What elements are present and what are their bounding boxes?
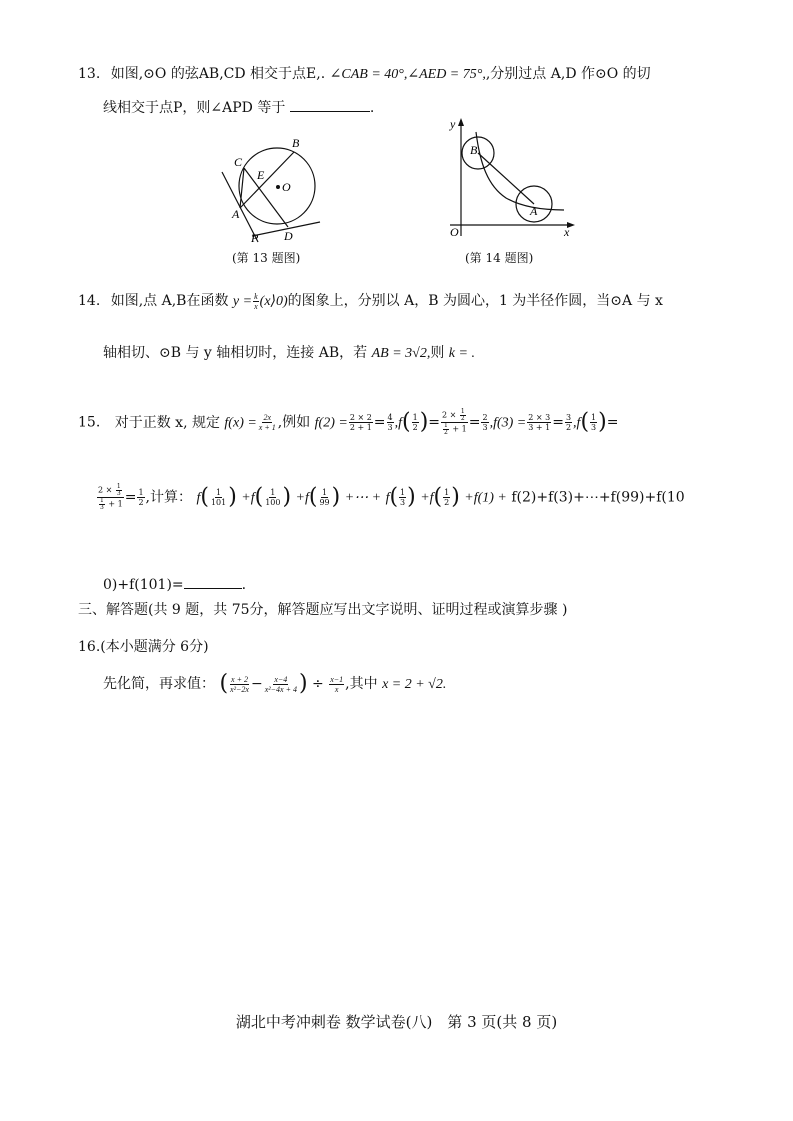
q15-answer-blank[interactable] xyxy=(184,574,242,589)
q16-header: 16.(本小题满分 6分) xyxy=(78,639,209,655)
q15-line3: 0)+f(101)= . xyxy=(103,574,246,595)
q13-answer-blank[interactable] xyxy=(290,97,370,112)
q14-ab-eq: AB = 3√2, xyxy=(371,346,431,361)
label-e: E xyxy=(257,168,265,182)
label-a: A xyxy=(232,207,240,221)
q14-k-over-x: $\frac{k}{x}$ xyxy=(254,291,258,311)
q15-line1: 15. 对于正数 x, 规定 f(x) = $\frac{2x}{x + 1}$ ,例如 f(2) = $\frac{2 \times 2}{2 + 1}$ = $\frac{4}{3}$ ,f( $\frac{1}{2}$ )= 2 × $\frac{1}{2}$ $\frac{1}{2}$ + 1 = $\frac{2}{3}$ ,f(3) = $\frac{2 \times 3}{3 + 1}$ = $\frac{3}{2}$ ,f( $\frac{1}{3}$ )= xyxy=(78,408,619,436)
page-footer: 湖北中考冲刺卷 数学试卷(八) 第 3 页(共 8 页) xyxy=(235,1013,558,1031)
q14-condition: (x⟩0) xyxy=(259,294,288,309)
label-p: P xyxy=(251,231,259,245)
q14-number: 14. xyxy=(78,293,101,309)
q15-fx: f(x) = xyxy=(224,415,257,431)
q13-line2-end: . xyxy=(369,100,375,116)
q14-k-eq: k = . xyxy=(448,346,475,361)
q15-example: ,例如 xyxy=(277,414,311,431)
q15-f3: ,f(3) = xyxy=(489,415,527,431)
label-o: O xyxy=(282,180,291,194)
figure-13-caption: (第 13 题图) xyxy=(232,251,301,265)
q14-line2 xyxy=(103,343,475,364)
label-x: x xyxy=(564,225,570,239)
q15-text-a: 对于正数 x, 规定 xyxy=(114,414,220,431)
q15-line2: 2 × $\frac{1}{3}$ $\frac{1}{3}$ + 1 = $\frac{1}{2}$ ,计算： f( $\frac{1}{101}$ ) +f( $\frac{1}{100}$ ) +f( $\frac{1}{99}$ ) +⋯ + f( $\frac{1}{3}$ ) +f( $\frac{1}{2}$ ) +f(1) + f(2)+f(3)+⋯+f(99)+f(10 xyxy=(98,483,685,511)
q14-text-a: 如图,点 A,B在函数 xyxy=(110,293,229,309)
q15-f2: f(2) = xyxy=(314,415,348,431)
center-dot xyxy=(276,185,280,189)
q15-f2-frac: $\frac{2 \times 2}{2 + 1}$ xyxy=(349,413,372,432)
label-y: y xyxy=(450,117,456,131)
section-3-header: 三、解答题(共 9 题，共 75分，解答题应写出文字说明、证明过程或演算步骤 ) xyxy=(78,602,568,618)
label-b14: B xyxy=(470,143,478,157)
q13-line1 xyxy=(78,64,651,85)
q15-tail: f(2)+f(3)+⋯+f(99)+f(10 xyxy=(511,489,685,506)
q14-text-b: 的图象上，分别以 A，B 为圆心，1 为半径作圆，当⊙A 与 x xyxy=(287,293,663,309)
q14-line1 xyxy=(78,291,663,312)
segment-ab xyxy=(478,153,534,204)
label-a14: A xyxy=(530,204,538,218)
figure-14-caption: (第 14 题图) xyxy=(465,251,534,265)
q15-fhalf-frac: 2 × $\frac{1}{2}$ $\frac{1}{2}$ + 1 xyxy=(442,408,467,436)
q13-number: 13. xyxy=(78,66,101,82)
q13-angles: ∠CAB = 40°,∠AED = 75°, xyxy=(329,67,486,82)
q14-y-eq: y = xyxy=(232,294,253,309)
q15-f2-result: $\frac{4}{3}$ xyxy=(387,413,393,432)
q14-then: 则 xyxy=(430,345,445,361)
figure-13 xyxy=(214,132,334,246)
q15-line3-text: 0)+f(101)= xyxy=(103,577,184,593)
q13-line2 xyxy=(103,97,374,118)
q15-calc-label: ,计算： xyxy=(145,489,192,506)
q15-fx-frac: $\frac{2x}{x + 1}$ xyxy=(258,413,276,432)
label-b: B xyxy=(292,136,300,150)
y-arrow xyxy=(458,118,464,126)
label-d: D xyxy=(284,229,293,243)
q14-line2-text: 轴相切、⊙B 与 y 轴相切时，连接 AB，若 xyxy=(103,345,368,361)
label-o14: O xyxy=(450,225,459,239)
q15-fthird-frac: 2 × $\frac{1}{3}$ $\frac{1}{3}$ + 1 xyxy=(98,483,123,511)
q16-text-a: 先化简，再求值： xyxy=(103,676,215,692)
q16-expression: 先化简，再求值： ( $\frac{x + 2}{\text{x²−2x}}$ − $\frac{x-4}{\text{x²−4x + 4}}$ ) ÷ $\frac{x-1}{x}$ ,其中 x = 2 + √2. xyxy=(103,671,447,696)
q16-x-value: x = 2 + √2. xyxy=(382,677,447,692)
q13-line2-text: 线相交于点P，则∠APD 等于 xyxy=(103,100,286,116)
q15-number: 15. xyxy=(78,414,101,431)
figure-14 xyxy=(432,114,580,244)
q16-text-b: ,其中 xyxy=(345,676,378,692)
q13-text-a: 如图,⊙O 的弦AB,CD 相交于点E,. xyxy=(110,66,326,82)
label-c: C xyxy=(234,155,243,169)
q13-text-b: ,分别过点 A,D 作⊙O 的切 xyxy=(485,66,651,82)
